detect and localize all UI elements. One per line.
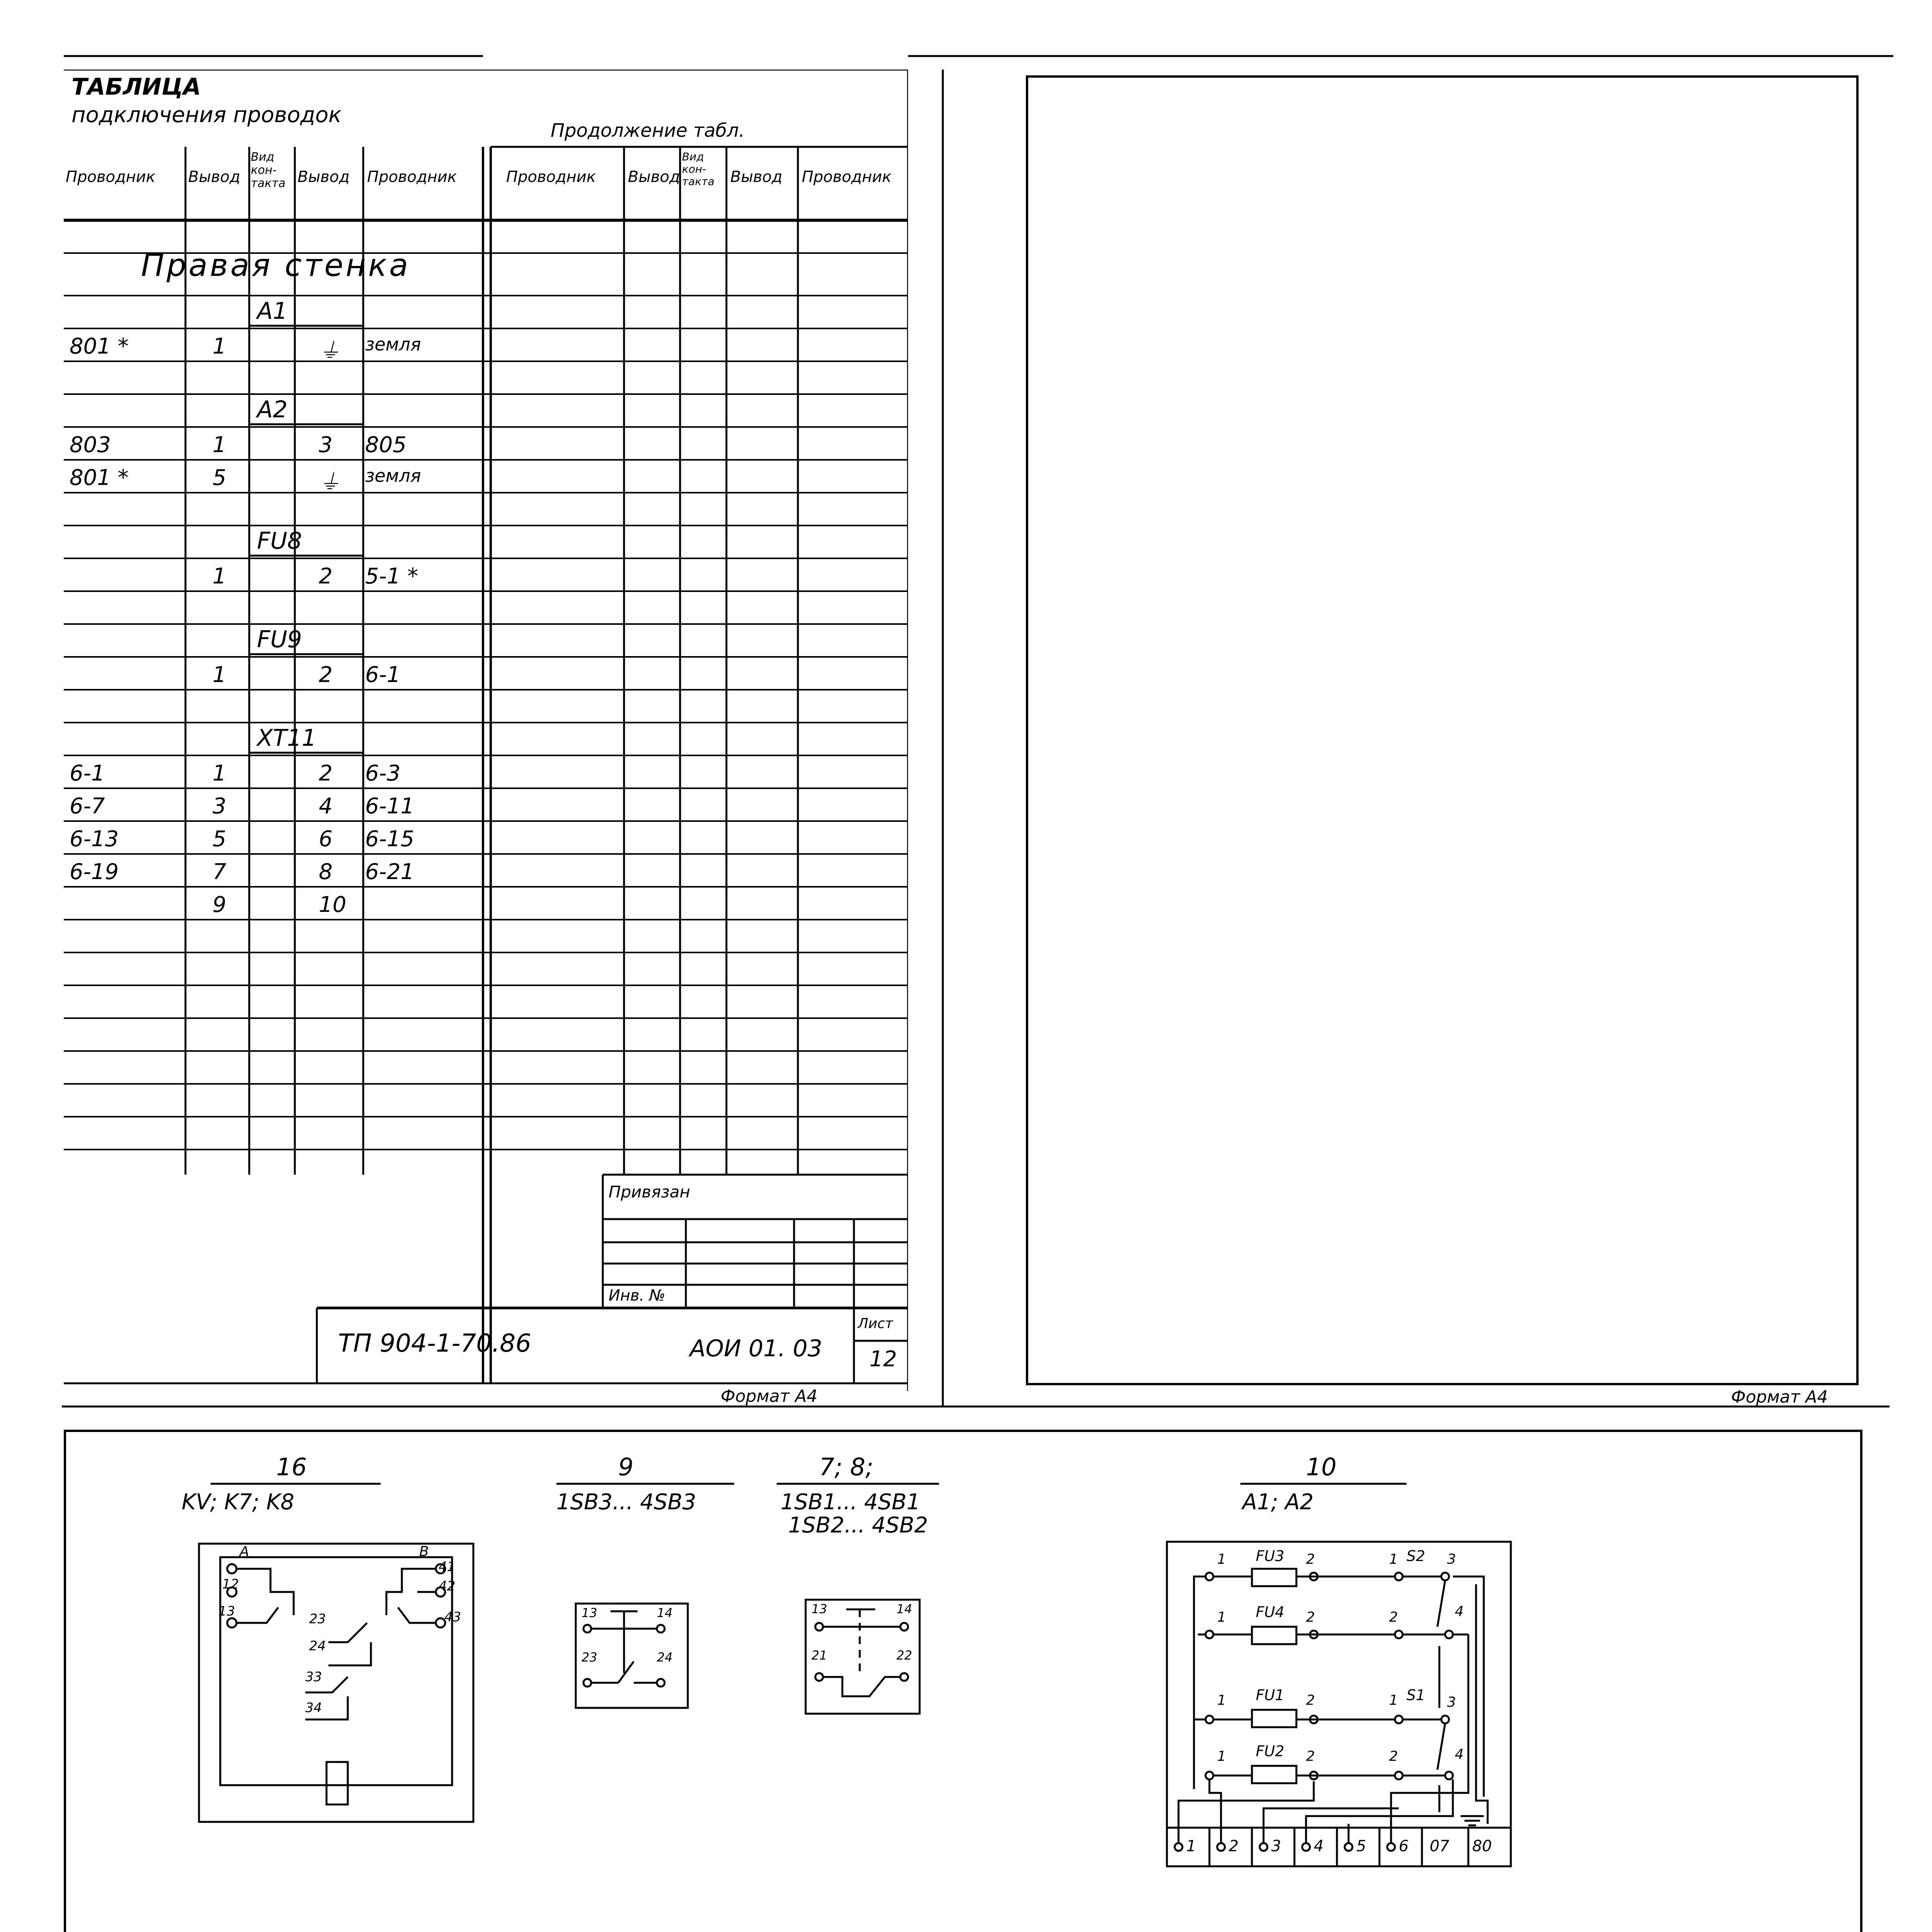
relay-pin-33: 33 — [305, 1669, 322, 1685]
header-output-r: Вывод — [628, 168, 680, 186]
relay-pin-42: 42 — [439, 1578, 456, 1594]
relay-pin-23: 23 — [309, 1611, 326, 1627]
cell-xt11-r0-c2: 1 — [213, 761, 226, 786]
cell-xt11-r1-c4: 4 — [319, 794, 333, 819]
a1-pin-1-row1: 1 — [1217, 1609, 1226, 1625]
component-number-0: 16 — [276, 1453, 307, 1481]
cell-xt11-r0-c5: 6-3 — [365, 761, 401, 786]
stamp-inv: Инв. № — [609, 1287, 665, 1304]
a1-pin-right-row2: 1 — [1389, 1692, 1398, 1708]
cell-xt11-r3-c1: 6-19 — [70, 859, 119, 884]
cell-a2-r1-c4: ⏚ — [319, 470, 340, 495]
continuation-label: Продолжение табл. — [551, 120, 745, 141]
component-label-0: KV; K7; K8 — [182, 1490, 294, 1515]
cell-xt11-r2-c2: 5 — [213, 827, 226, 852]
cell-a2-r0-c2: 1 — [213, 432, 226, 457]
component-label-2: 1SB1... 4SB1 — [781, 1490, 920, 1515]
fuse-label-fu3: FU3 — [1256, 1548, 1284, 1565]
relay-pin-12: 12 — [222, 1577, 239, 1592]
stamp-doc-sheet: АОИ 01. 03 — [690, 1335, 823, 1362]
cell-xt11-r2-c5: 6-15 — [365, 827, 415, 852]
cell-a1-r0-c5: земля — [365, 334, 421, 355]
cell-fu8-r0-c2: 1 — [213, 564, 226, 589]
header-contact-type: Вид кон-такта — [251, 150, 286, 190]
cell-xt11-r0-c4: 2 — [319, 761, 333, 786]
cell-a2-r1-c5: земля — [365, 465, 421, 486]
header-conductor-r2: Проводник — [802, 168, 891, 186]
a1-pin-2-row1: 2 — [1306, 1609, 1315, 1625]
cell-a2-r0-c1: 803 — [70, 432, 111, 457]
relay-pin-a: A — [240, 1544, 249, 1560]
header-output-r2: Вывод — [730, 168, 782, 186]
cell-fu8-r0-c4: 2 — [319, 564, 333, 589]
cell-a2-r1-c2: 5 — [213, 465, 226, 490]
btn78-pin-22: 22 — [896, 1648, 912, 1663]
cell-xt11-r1-c1: 6-7 — [70, 794, 105, 819]
group-label-fu8: FU8 — [257, 527, 302, 554]
cell-fu8-r0-c5: 5-1 * — [365, 564, 418, 589]
header-contact-type-r: Вид кон-такта — [682, 150, 714, 188]
a1-pin-3-bottom: 3 — [1447, 1694, 1456, 1710]
relay-pin-24: 24 — [309, 1638, 326, 1654]
a1-pin-1-row3: 1 — [1217, 1748, 1226, 1764]
format-label-right: Формат А4 — [1731, 1387, 1828, 1407]
cell-xt11-r1-c5: 6-11 — [365, 794, 415, 819]
switch-label-s2: S2 — [1406, 1548, 1425, 1565]
a1-terminal-7: 80 — [1472, 1837, 1492, 1855]
stamp-doc-code: ТП 904-1-70.86 — [338, 1329, 531, 1358]
component-number-3: 10 — [1306, 1453, 1337, 1481]
cell-a2-r0-c4: 3 — [319, 432, 333, 457]
format-label: Формат А4 — [721, 1386, 818, 1406]
btn78-pin-14: 14 — [896, 1602, 912, 1616]
relay-pin-34: 34 — [305, 1700, 322, 1716]
btn9-pin-23: 23 — [582, 1650, 597, 1665]
a1-terminal-3: 4 — [1314, 1837, 1324, 1855]
group-label-a1: A1 — [257, 298, 288, 325]
a1-pin-1-row2: 1 — [1217, 1692, 1226, 1708]
a1-pin-right-row3: 2 — [1389, 1748, 1398, 1764]
a1-terminal-4: 5 — [1356, 1837, 1366, 1855]
component-label-1: 1SB3... 4SB3 — [556, 1490, 696, 1515]
a1-terminal-0: 1 — [1186, 1837, 1196, 1855]
table-title: ТАБЛИЦА — [71, 73, 201, 100]
cell-a1-r0-c4: ⏚ — [319, 338, 340, 364]
a1-pin-4-top: 4 — [1455, 1604, 1464, 1619]
cell-xt11-r4-c2: 9 — [213, 892, 226, 917]
stamp-privyazan: Привязан — [609, 1182, 690, 1201]
switch-label-s1: S1 — [1406, 1687, 1425, 1704]
fuse-label-fu2: FU2 — [1256, 1743, 1284, 1760]
cell-a1-r0-c2: 1 — [213, 334, 226, 359]
cell-xt11-r4-c4: 10 — [319, 892, 347, 917]
group-label-fu9: FU9 — [257, 626, 302, 653]
a1-terminal-5: 6 — [1399, 1837, 1409, 1855]
cell-fu9-r0-c5: 6-1 — [365, 662, 401, 687]
a1-pin-right-row0: 1 — [1389, 1551, 1398, 1567]
a1-pin-2-row3: 2 — [1306, 1748, 1315, 1764]
cell-xt11-r3-c2: 7 — [213, 859, 226, 884]
group-label-a2: A2 — [257, 396, 288, 423]
section-title: Правая стенка — [141, 247, 411, 283]
header-output-2: Вывод — [298, 168, 350, 186]
cell-a2-r0-c5: 805 — [365, 432, 406, 457]
cell-xt11-r0-c1: 6-1 — [70, 761, 105, 786]
a1-terminal-2: 3 — [1271, 1837, 1281, 1855]
header-output: Вывод — [188, 168, 240, 186]
relay-pin-43: 43 — [444, 1609, 461, 1625]
header-conductor-2: Проводник — [367, 168, 457, 186]
table-subtitle: подключения проводок — [71, 102, 342, 128]
cell-xt11-r3-c5: 6-21 — [365, 859, 415, 884]
component-number-1: 9 — [618, 1453, 634, 1481]
cell-xt11-r1-c2: 3 — [213, 794, 226, 819]
relay-pin-13: 13 — [218, 1604, 235, 1619]
a1-pin-right-row1: 2 — [1389, 1609, 1398, 1625]
cell-fu9-r0-c2: 1 — [213, 662, 226, 687]
cell-a2-r1-c1: 801 * — [70, 465, 129, 490]
a1-pin-1-row0: 1 — [1217, 1551, 1226, 1567]
group-label-xt11: XT11 — [257, 724, 317, 752]
btn9-pin-14: 14 — [657, 1605, 673, 1620]
btn9-pin-24: 24 — [657, 1650, 673, 1665]
cell-a1-r0-c1: 801 * — [70, 334, 129, 359]
header-conductor: Проводник — [66, 168, 155, 186]
relay-pin-b: B — [419, 1544, 429, 1560]
a1-pin-2-row2: 2 — [1306, 1692, 1315, 1708]
component-label-3: A1; A2 — [1242, 1490, 1314, 1515]
cell-xt11-r2-c4: 6 — [319, 827, 333, 852]
a1-pin-2-row0: 2 — [1306, 1551, 1315, 1567]
cell-xt11-r2-c1: 6-13 — [70, 827, 119, 852]
component-number-2: 7; 8; — [819, 1453, 874, 1481]
stamp-list-label: Лист — [858, 1316, 893, 1332]
cell-fu9-r0-c4: 2 — [319, 662, 333, 687]
stamp-list-number: 12 — [869, 1347, 897, 1372]
cell-xt11-r3-c4: 8 — [319, 859, 333, 884]
a1-pin-4-bottom: 4 — [1455, 1747, 1464, 1762]
btn78-pin-21: 21 — [811, 1648, 827, 1663]
a1-terminal-1: 2 — [1229, 1837, 1239, 1855]
header-conductor-r: Проводник — [506, 168, 596, 186]
a1-pin-3-top: 3 — [1447, 1551, 1456, 1567]
fuse-label-fu4: FU4 — [1256, 1604, 1284, 1621]
relay-pin-41: 41 — [439, 1559, 456, 1575]
a1-terminal-6: 07 — [1430, 1837, 1449, 1855]
fuse-label-fu1: FU1 — [1256, 1687, 1284, 1704]
btn9-pin-13: 13 — [582, 1605, 597, 1620]
component-label2-2: 1SB2... 4SB2 — [788, 1513, 928, 1538]
btn78-pin-13: 13 — [811, 1602, 827, 1616]
